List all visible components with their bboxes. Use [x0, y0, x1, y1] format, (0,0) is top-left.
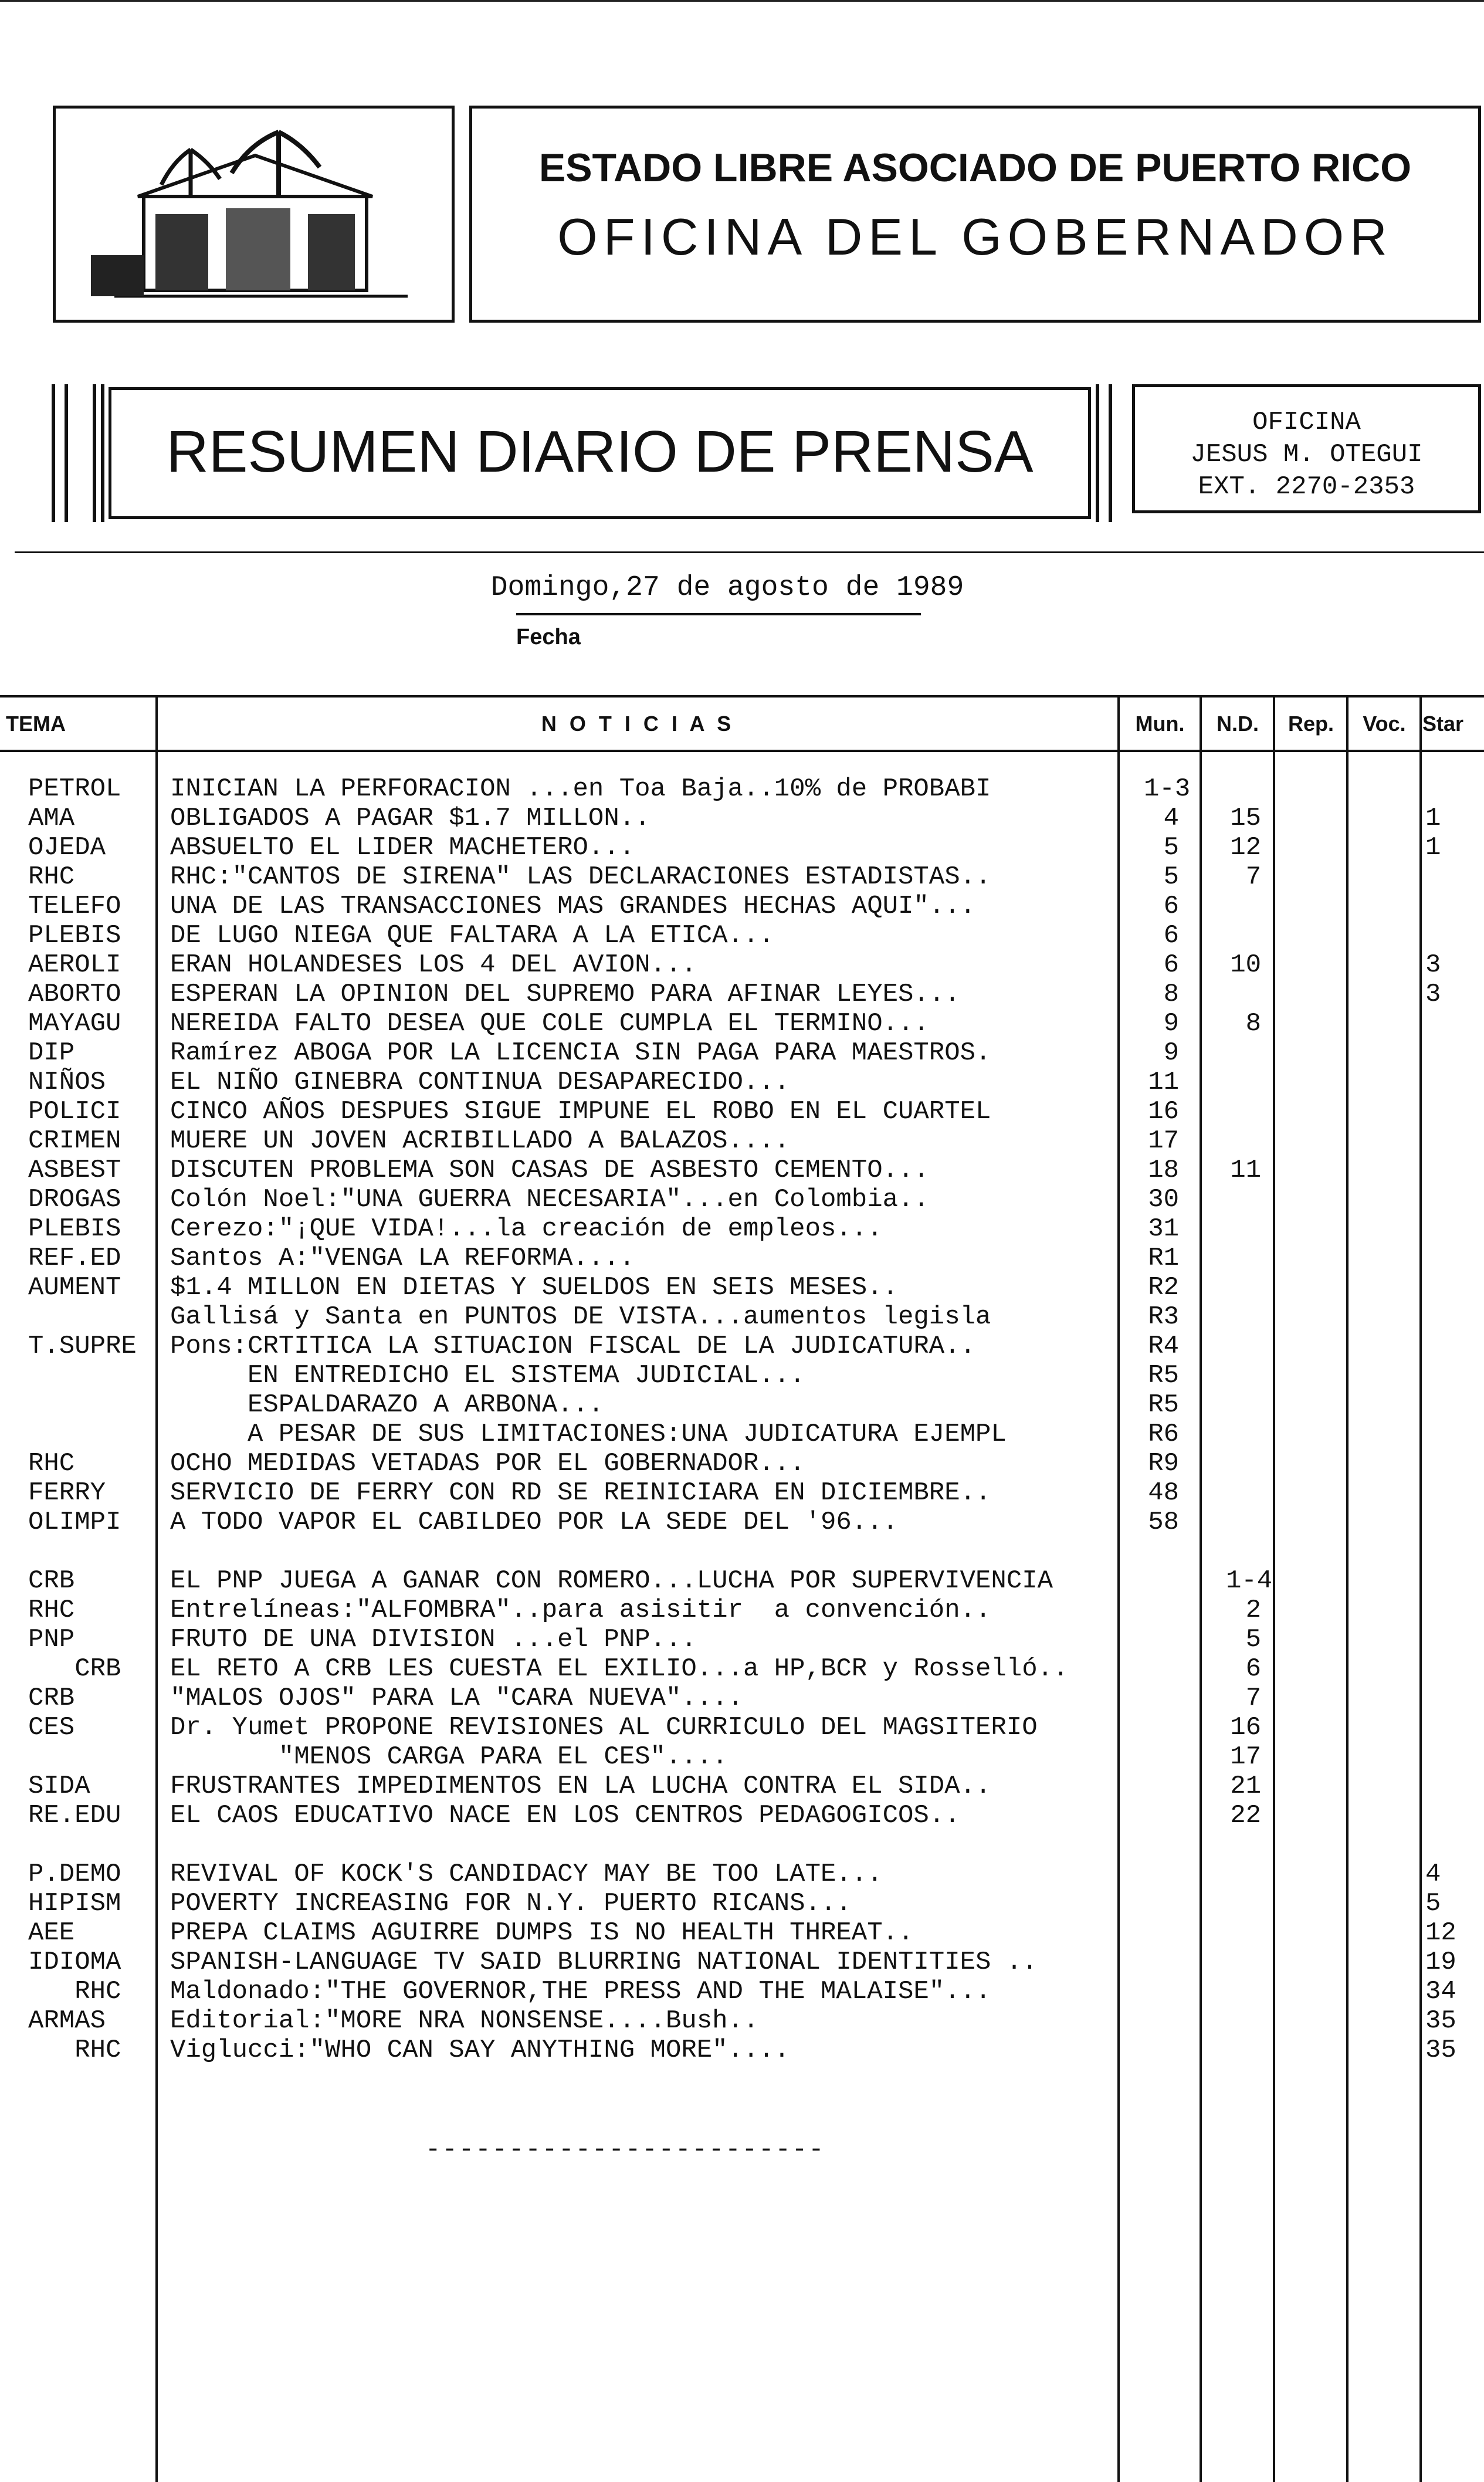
office-name: JESUS M. OTEGUI	[1190, 440, 1423, 469]
table-row	[0, 1273, 1484, 1302]
row-tema: RHC	[28, 1596, 75, 1625]
row-mun-page: 6	[1163, 921, 1179, 950]
row-star-page: 1	[1425, 833, 1441, 862]
table-row	[0, 1625, 1484, 1654]
row-mun-page: 11	[1148, 1068, 1179, 1097]
row-mun-page: 6	[1163, 950, 1179, 980]
row-headline: DISCUTEN PROBLEMA SON CASAS DE ASBESTO CEMENTO...	[170, 1156, 929, 1185]
row-nd-page: 5	[1245, 1625, 1261, 1654]
row-mun-page: 8	[1163, 980, 1179, 1009]
row-headline: RHC:"CANTOS DE SIRENA" LAS DECLARACIONES ESTADISTAS..	[170, 862, 991, 892]
table-row	[0, 804, 1484, 833]
row-tema: AMA	[28, 804, 75, 833]
row-mun-page: 48	[1148, 1478, 1179, 1508]
row-nd-page: 22	[1230, 1801, 1261, 1830]
row-tema: AUMENT	[28, 1273, 121, 1302]
row-headline: OCHO MEDIDAS VETADAS POR EL GOBERNADOR...	[170, 1449, 805, 1478]
table-row	[0, 1390, 1484, 1420]
row-mun-page: R6	[1148, 1420, 1179, 1449]
office-label: OFICINA	[1252, 408, 1361, 437]
row-headline: EL PNP JUEGA A GANAR CON ROMERO...LUCHA POR SUPERVIVENCIA	[170, 1566, 1053, 1596]
row-headline: ERAN HOLANDESES LOS 4 DEL AVION...	[170, 950, 697, 980]
row-tema: CRB	[28, 1654, 121, 1684]
row-headline: "MENOS CARGA PARA EL CES"....	[170, 1742, 728, 1772]
row-star-page: 4	[1425, 1860, 1441, 1889]
col-header-noticias: N O T I C I A S	[541, 712, 735, 736]
table-row	[0, 1596, 1484, 1625]
table-top-rule	[0, 695, 1484, 697]
row-headline: CINCO AÑOS DESPUES SIGUE IMPUNE EL ROBO EN EL CUARTEL	[170, 1097, 991, 1126]
row-headline: FRUSTRANTES IMPEDIMENTOS EN LA LUCHA CONTRA EL SIDA..	[170, 1772, 991, 1801]
table-row	[0, 1742, 1484, 1772]
row-tema: ASBEST	[28, 1156, 121, 1185]
row-mun-page: R1	[1148, 1244, 1179, 1273]
row-headline: Santos A:"VENGA LA REFORMA....	[170, 1244, 635, 1273]
row-nd-page: 21	[1230, 1772, 1261, 1801]
row-star-page: 1	[1425, 804, 1441, 833]
row-star-page: 19	[1425, 1948, 1456, 1977]
row-headline: A TODO VAPOR EL CABILDEO POR LA SEDE DEL '96...	[170, 1508, 899, 1537]
row-tema: PLEBIS	[28, 921, 121, 950]
table-header-rule	[0, 750, 1484, 752]
row-headline: EL NIÑO GINEBRA CONTINUA DESAPARECIDO...	[170, 1068, 790, 1097]
row-headline: Gallisá y Santa en PUNTOS DE VISTA...aumentos legisla	[170, 1302, 991, 1332]
office-contact-box	[1132, 384, 1481, 513]
row-nd-page: 11	[1230, 1156, 1261, 1185]
row-nd-page: 12	[1230, 833, 1261, 862]
row-headline: EL RETO A CRB LES CUESTA EL EXILIO...a HP,BCR y Rosselló..	[170, 1654, 1069, 1684]
row-headline: EL CAOS EDUCATIVO NACE EN LOS CENTROS PEDAGOGICOS..	[170, 1801, 960, 1830]
table-row	[0, 1772, 1484, 1801]
logo-box	[53, 106, 455, 323]
row-mun-page: 30	[1148, 1185, 1179, 1214]
col-header-nd: N.D.	[1217, 712, 1259, 736]
header-line1: ESTADO LIBRE ASOCIADO DE PUERTO RICO	[538, 145, 1412, 190]
row-mun-page: R4	[1148, 1332, 1179, 1361]
row-tema: DIP	[28, 1038, 75, 1068]
table-row	[0, 1038, 1484, 1068]
row-headline: Colón Noel:"UNA GUERRA NECESARIA"...en Colombia..	[170, 1185, 929, 1214]
row-tema: PLEBIS	[28, 1214, 121, 1244]
row-headline: Dr. Yumet PROPONE REVISIONES AL CURRICULO DEL MAGSITERIO	[170, 1713, 1038, 1742]
table-row	[0, 1244, 1484, 1273]
row-mun-page: R2	[1148, 1273, 1179, 1302]
row-headline: ESPERAN LA OPINION DEL SUPREMO PARA AFINAR LEYES...	[170, 980, 960, 1009]
table-row	[0, 892, 1484, 921]
scan-marks	[0, 0, 1484, 8]
table-row	[0, 1009, 1484, 1038]
footer-dashes: ------------------------	[425, 2135, 825, 2165]
row-star-page: 12	[1425, 1918, 1456, 1948]
row-nd-page: 8	[1245, 1009, 1261, 1038]
table-row	[0, 2006, 1484, 2036]
table-row	[0, 1508, 1484, 1537]
table-row	[0, 1948, 1484, 1977]
col-header-voc: Voc.	[1363, 712, 1406, 736]
row-headline: UNA DE LAS TRANSACCIONES MAS GRANDES HECHAS AQUI"...	[170, 892, 976, 921]
row-mun-page: 18	[1148, 1156, 1179, 1185]
banner-title-box	[109, 387, 1091, 519]
table-row	[0, 1126, 1484, 1156]
table-row	[0, 1332, 1484, 1361]
col-header-rep: Rep.	[1288, 712, 1334, 736]
row-mun-page: 9	[1163, 1038, 1179, 1068]
row-tema: T.SUPRE	[28, 1332, 137, 1361]
row-headline: EN ENTREDICHO EL SISTEMA JUDICIAL...	[170, 1361, 805, 1390]
banner-right-bars	[1096, 384, 1119, 522]
row-tema: CRIMEN	[28, 1126, 121, 1156]
row-tema: PETROL	[28, 774, 121, 804]
table-row	[0, 1185, 1484, 1214]
row-star-page: 3	[1425, 980, 1441, 1009]
banner-title: RESUMEN DIARIO DE PRENSA	[166, 419, 1034, 485]
banner-left-bars	[52, 384, 104, 522]
table-row	[0, 921, 1484, 950]
date-value: Domingo,27 de agosto de 1989	[490, 572, 964, 604]
row-headline: POVERTY INCREASING FOR N.Y. PUERTO RICANS...	[170, 1889, 852, 1918]
row-mun-page: R5	[1148, 1390, 1179, 1420]
table-row	[0, 1478, 1484, 1508]
row-tema: OJEDA	[28, 833, 106, 862]
governor-mansion-logo	[56, 109, 452, 320]
row-headline: ABSUELTO EL LIDER MACHETERO...	[170, 833, 635, 862]
col-header-mun: Mun.	[1135, 712, 1185, 736]
date-underline	[516, 613, 921, 615]
table-row	[0, 1214, 1484, 1244]
row-mun-page: R5	[1148, 1361, 1179, 1390]
row-mun-page: 16	[1148, 1097, 1179, 1126]
row-mun-page: 9	[1163, 1009, 1179, 1038]
row-tema: MAYAGU	[28, 1009, 121, 1038]
office-ext: EXT. 2270-2353	[1198, 472, 1415, 502]
table-row	[0, 833, 1484, 862]
row-nd-page: 17	[1230, 1742, 1261, 1772]
row-tema: POLICI	[28, 1097, 121, 1126]
row-headline: NEREIDA FALTO DESEA QUE COLE CUMPLA EL TERMINO...	[170, 1009, 929, 1038]
row-nd-page: 1-4	[1226, 1566, 1273, 1596]
row-tema: FERRY	[28, 1478, 106, 1508]
table-row	[0, 774, 1484, 804]
row-headline: MUERE UN JOVEN ACRIBILLADO A BALAZOS....	[170, 1126, 790, 1156]
row-headline: Pons:CRTITICA LA SITUACION FISCAL DE LA JUDICATURA..	[170, 1332, 976, 1361]
row-tema: RHC	[28, 1449, 75, 1478]
row-headline: SPANISH-LANGUAGE TV SAID BLURRING NATIONAL IDENTITIES ..	[170, 1948, 1038, 1977]
row-headline: ESPALDARAZO A ARBONA...	[170, 1390, 604, 1420]
row-tema: ABORTO	[28, 980, 121, 1009]
news-table-body	[0, 774, 1484, 2124]
row-tema: CRB	[28, 1566, 75, 1596]
row-headline: Viglucci:"WHO CAN SAY ANYTHING MORE"....	[170, 2036, 790, 2065]
row-tema: PNP	[28, 1625, 75, 1654]
table-row	[0, 1068, 1484, 1097]
table-row	[0, 1654, 1484, 1684]
table-row	[0, 2036, 1484, 2065]
row-headline: A PESAR DE SUS LIMITACIONES:UNA JUDICATURA EJEMPL	[170, 1420, 1007, 1449]
table-row	[0, 980, 1484, 1009]
row-headline: "MALOS OJOS" PARA LA "CARA NUEVA"....	[170, 1684, 743, 1713]
row-tema: CRB	[28, 1684, 75, 1713]
row-mun-page: 5	[1163, 833, 1179, 862]
header-divider	[15, 551, 1484, 553]
row-headline: REVIVAL OF KOCK'S CANDIDACY MAY BE TOO LATE...	[170, 1860, 883, 1889]
row-tema: HIPISM	[28, 1889, 121, 1918]
table-row	[0, 1977, 1484, 2006]
table-row	[0, 1449, 1484, 1478]
table-row	[0, 1830, 1484, 1860]
row-headline: SERVICIO DE FERRY CON RD SE REINICIARA EN DICIEMBRE..	[170, 1478, 991, 1508]
row-tema: RE.EDU	[28, 1801, 121, 1830]
table-row	[0, 862, 1484, 892]
row-star-page: 3	[1425, 950, 1441, 980]
row-headline: Maldonado:"THE GOVERNOR,THE PRESS AND THE MALAISE"...	[170, 1977, 991, 2006]
table-row	[0, 1713, 1484, 1742]
office-header-box	[469, 106, 1481, 323]
table-row	[0, 1361, 1484, 1390]
row-headline: OBLIGADOS A PAGAR $1.7 MILLON..	[170, 804, 650, 833]
row-nd-page: 10	[1230, 950, 1261, 980]
row-tema: NIÑOS	[28, 1068, 106, 1097]
row-tema: DROGAS	[28, 1185, 121, 1214]
table-row	[0, 950, 1484, 980]
row-headline: $1.4 MILLON EN DIETAS Y SUELDOS EN SEIS MESES..	[170, 1273, 899, 1302]
table-row	[0, 1537, 1484, 1566]
table-row	[0, 1918, 1484, 1948]
row-mun-page: 1-3	[1144, 774, 1191, 804]
col-header-tema: TEMA	[6, 712, 66, 736]
row-tema: RHC	[28, 862, 75, 892]
header-line2: OFICINA DEL GOBERNADOR	[557, 208, 1393, 266]
row-tema: ARMAS	[28, 2006, 106, 2036]
row-mun-page: R3	[1148, 1302, 1179, 1332]
row-tema: REF.ED	[28, 1244, 121, 1273]
row-tema: SIDA	[28, 1772, 90, 1801]
table-row	[0, 1684, 1484, 1713]
row-headline: INICIAN LA PERFORACION ...en Toa Baja..10% de PROBABI	[170, 774, 991, 804]
row-star-page: 35	[1425, 2036, 1456, 2065]
table-row	[0, 1302, 1484, 1332]
row-mun-page: 6	[1163, 892, 1179, 921]
row-tema: RHC	[28, 2036, 121, 2065]
row-headline: FRUTO DE UNA DIVISION ...el PNP...	[170, 1625, 697, 1654]
table-row	[0, 1097, 1484, 1126]
table-row	[0, 1801, 1484, 1830]
row-mun-page: R9	[1148, 1449, 1179, 1478]
row-mun-page: 58	[1148, 1508, 1179, 1537]
row-nd-page: 2	[1245, 1596, 1261, 1625]
table-row	[0, 1156, 1484, 1185]
row-headline: Ramírez ABOGA POR LA LICENCIA SIN PAGA PARA MAESTROS.	[170, 1038, 991, 1068]
row-tema: IDIOMA	[28, 1948, 121, 1977]
col-header-star: Star	[1422, 712, 1464, 736]
date-label: Fecha	[516, 625, 581, 649]
row-tema: P.DEMO	[28, 1860, 121, 1889]
row-mun-page: 31	[1148, 1214, 1179, 1244]
row-headline: Entrelíneas:"ALFOMBRA"..para asisitir a convención..	[170, 1596, 991, 1625]
table-row	[0, 1889, 1484, 1918]
row-nd-page: 15	[1230, 804, 1261, 833]
row-nd-page: 7	[1245, 1684, 1261, 1713]
table-row	[0, 1860, 1484, 1889]
row-tema: OLIMPI	[28, 1508, 121, 1537]
row-tema: AEE	[28, 1918, 75, 1948]
table-row	[0, 1420, 1484, 1449]
row-headline: PREPA CLAIMS AGUIRRE DUMPS IS NO HEALTH THREAT..	[170, 1918, 914, 1948]
table-row	[0, 1566, 1484, 1596]
row-tema: TELEFO	[28, 892, 121, 921]
row-tema: AEROLI	[28, 950, 121, 980]
row-mun-page: 5	[1163, 862, 1179, 892]
row-star-page: 34	[1425, 1977, 1456, 2006]
row-headline: DE LUGO NIEGA QUE FALTARA A LA ETICA...	[170, 921, 774, 950]
row-nd-page: 7	[1245, 862, 1261, 892]
row-nd-page: 6	[1245, 1654, 1261, 1684]
row-mun-page: 4	[1163, 804, 1179, 833]
row-tema: CES	[28, 1713, 75, 1742]
row-mun-page: 17	[1148, 1126, 1179, 1156]
row-headline: Editorial:"MORE NRA NONSENSE....Bush..	[170, 2006, 759, 2036]
row-tema: RHC	[28, 1977, 121, 2006]
row-nd-page: 16	[1230, 1713, 1261, 1742]
row-star-page: 35	[1425, 2006, 1456, 2036]
row-star-page: 5	[1425, 1889, 1441, 1918]
row-headline: Cerezo:"¡QUE VIDA!...la creación de empleos...	[170, 1214, 883, 1244]
